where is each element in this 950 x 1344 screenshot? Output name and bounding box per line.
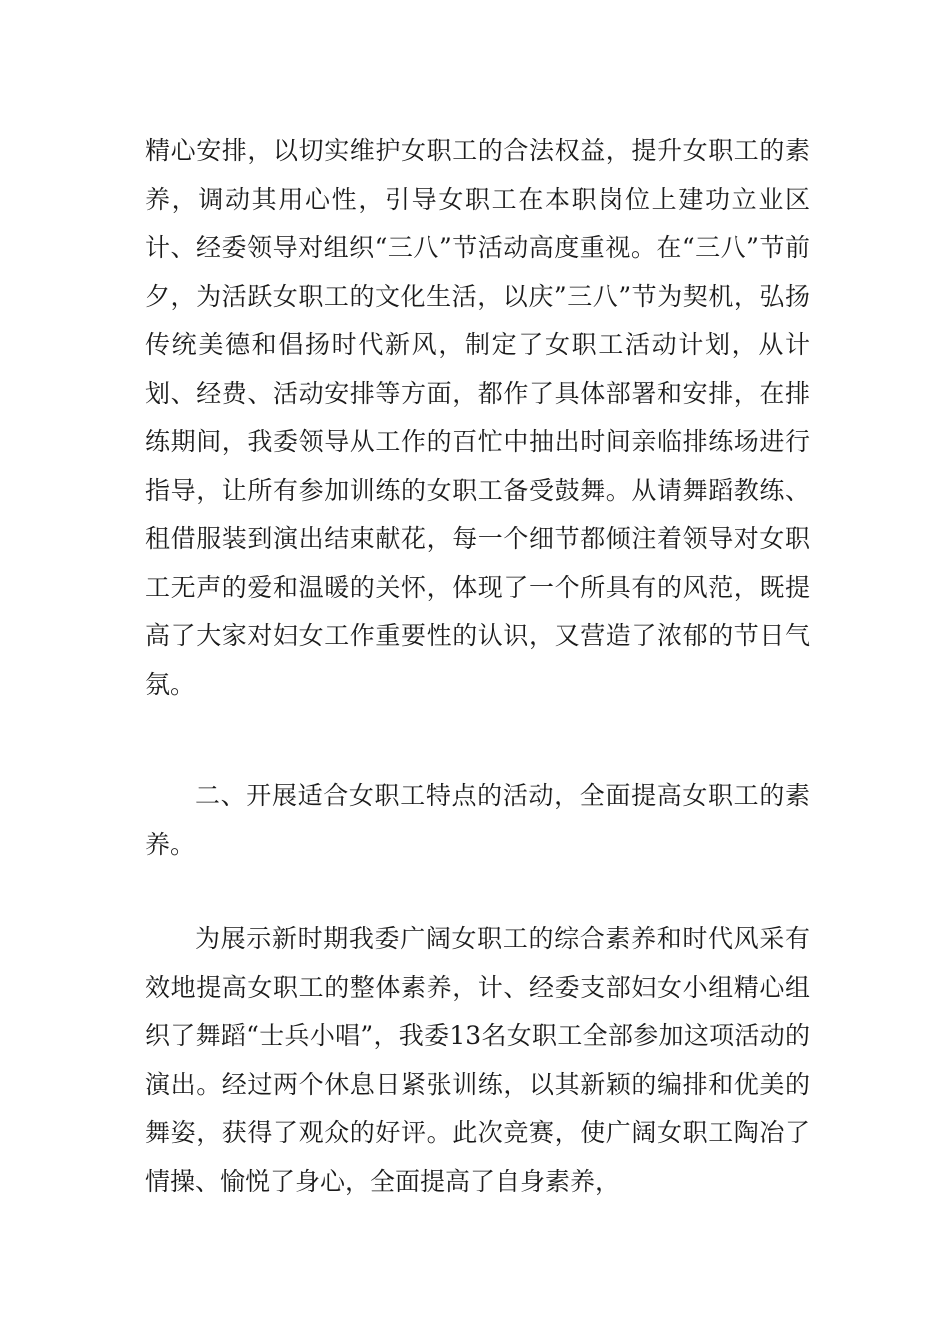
section-heading-activities: 二、开展适合女职工特点的活动，全面提高女职工的素养。	[145, 781, 810, 859]
paragraph-dance-performance: 为展示新时期我委广阔女职工的综合素养和时代风采有效地提高女职工的整体素养，计、经委支部妇女小组精心组织了舞蹈“士兵小唱”，我委13名女职工全部参加这项活动的演出。经过两个休息日紧张训练，以其新颖的编排和优美的舞姿，获得了观众的好评。此次竞赛，使广阔女职工陶冶了情操、愉悦了身心，全面提高了自身素养，	[145, 924, 810, 1196]
paragraph-leadership-support: 精心安排，以切实维护女职工的合法权益，提升女职工的素养，调动其用心性，引导女职工在本职岗位上建功立业区计、经委领导对组织“三八”节活动高度重视。在“三八”节前夕，为活跃女职工的文化生活，以庆”三八”节为契机，弘扬传统美德和倡扬时代新风，制定了女职工活动计划，从计划、经费、活动安排等方面，都作了具体部署和安排，在排练期间，我委领导从工作的百忙中抽出时间亲临排练场进行指导，让所有参加训练的女职工备受鼓舞。从请舞蹈教练、租借服装到演出结束献花，每一个细节都倾注着领导对女职工无声的爱和温暖的关怀，体现了一个所具有的风范，既提高了大家对妇女工作重要性的认识，又营造了浓郁的节日气氛。	[145, 136, 810, 699]
